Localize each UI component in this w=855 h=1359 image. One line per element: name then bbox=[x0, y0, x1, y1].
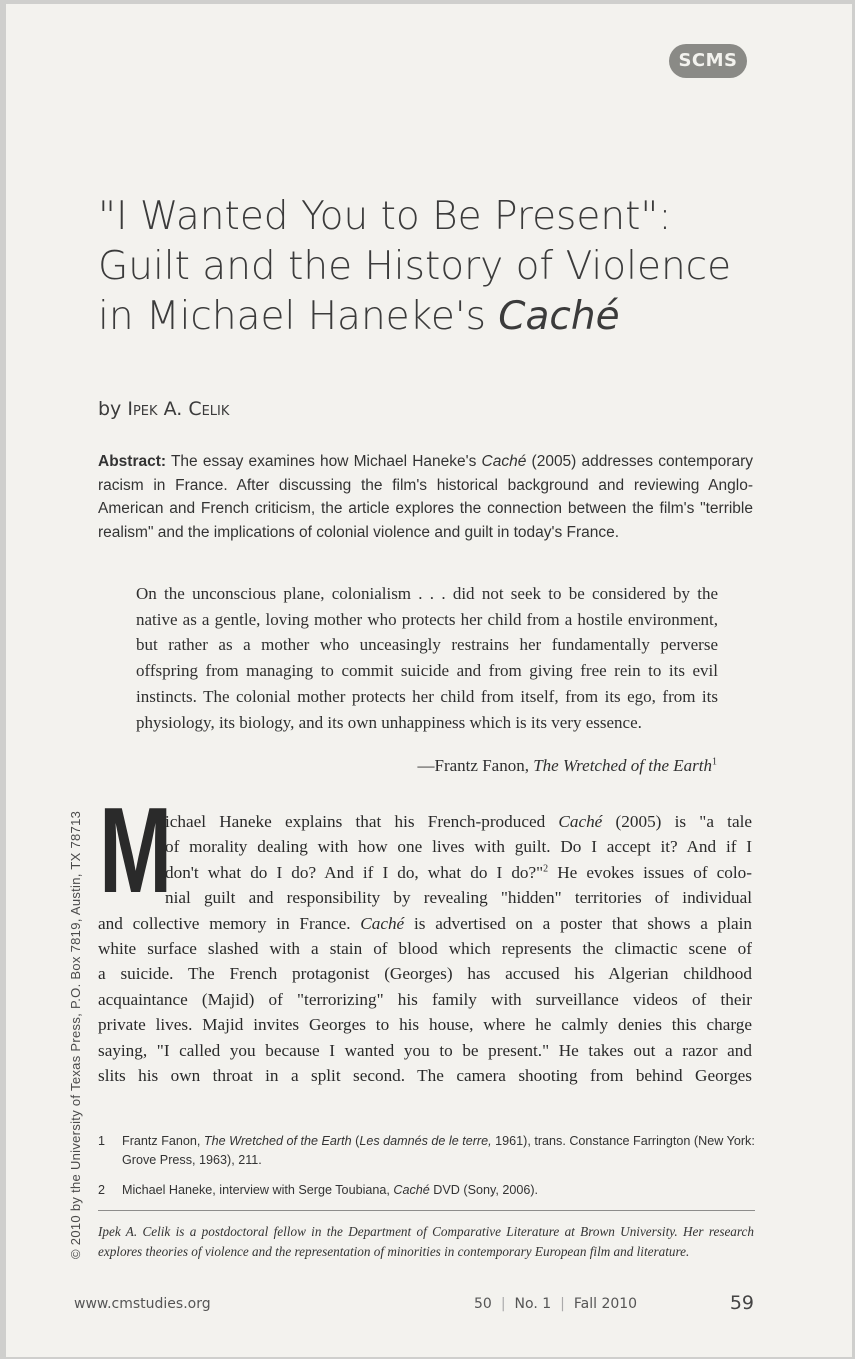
scms-logo: SCMS bbox=[669, 44, 747, 78]
footnote-text: 1961), trans. Constance Farrington (New York: Grove Press, 1963), 211. bbox=[122, 1134, 755, 1167]
bio-divider bbox=[98, 1210, 755, 1211]
attribution-author: —Frantz Fanon, bbox=[417, 756, 534, 775]
separator: | bbox=[560, 1296, 565, 1312]
copyright-notice: © 2010 by the University of Texas Press, P.O. Box 7819, Austin, TX 78713 bbox=[68, 810, 83, 1259]
title-line-1: "I Wanted You to Be Present": bbox=[98, 194, 672, 239]
epigraph-attribution bbox=[306, 756, 717, 776]
title-line-3-text: in Michael Haneke's bbox=[98, 294, 499, 339]
abstract-text-2: (2005) addresses contemporary racism in France. After discussing the film's historical background and reviewing Anglo-American and French criticism, the article explores the connection between the film's "terrible realism" and the implications of colonial violence and guilt in today's France. bbox=[98, 453, 753, 541]
body-line-text: and collective memory in France. bbox=[98, 913, 361, 933]
page-number: 59 bbox=[729, 1292, 754, 1314]
journal-url[interactable]: www.cmstudies.org bbox=[74, 1296, 211, 1312]
body-line: of morality dealing with how one lives with guilt. Do I accept it? And if I bbox=[165, 837, 752, 857]
journal-page bbox=[6, 4, 852, 1357]
body-film: Caché bbox=[360, 913, 405, 933]
footnote-title: Caché bbox=[393, 1183, 430, 1197]
footnote-text: ( bbox=[351, 1134, 360, 1148]
issue-season: Fall 2010 bbox=[573, 1296, 638, 1312]
author-name: Ipek A. Celik bbox=[127, 398, 230, 420]
abstract-label: Abstract: bbox=[98, 453, 167, 470]
body-line bbox=[98, 809, 752, 834]
body-line-text: He evokes issues of colo- bbox=[548, 862, 752, 882]
body-film: Caché bbox=[558, 812, 603, 831]
abstract bbox=[98, 450, 753, 544]
body-line: a suicide. The French protagonist (Georges) has accused his Algerian childhood bbox=[98, 964, 752, 984]
drop-cap: M bbox=[99, 782, 173, 918]
footnote-text: Frantz Fanon, bbox=[122, 1134, 204, 1148]
abstract-film: Caché bbox=[481, 453, 527, 470]
article-title bbox=[98, 192, 798, 342]
body-line: slits his own throat in a split second. The camera shooting from behind Georges bbox=[98, 1065, 752, 1085]
body-line: nial guilt and responsibility by revealing "hidden" territories of individual bbox=[165, 888, 752, 908]
body-line-text: ichael Haneke explains that his French-produced bbox=[165, 812, 559, 831]
body-line: acquaintance (Majid) of "terrorizing" his family with surveillance videos of their bbox=[98, 989, 752, 1009]
footnote-ref-1[interactable]: 1 bbox=[712, 756, 717, 768]
issue-info bbox=[474, 1296, 637, 1312]
title-film-name: Caché bbox=[498, 294, 620, 339]
body-line-text: (2005) is "a tale bbox=[602, 812, 752, 831]
epigraph: On the unconscious plane, colonialism . . . did not seek to be considered by the native as a gentle, loving mother who protects her child from a hostile environment, but rather as a mother who unceasingly restrains her fundamentally perverse offspring from managing to commit suicide and from giving free rein to its evil instincts. The colonial mother protects her child from itself, from its ego, from its physiology, its biology, and its own unhappiness which is its very essence. bbox=[136, 584, 718, 732]
body-line-text: is advertised on a poster that shows a plain bbox=[404, 913, 752, 933]
byline-by: by bbox=[98, 398, 122, 420]
author-bio: Ipek A. Celik is a postdoctoral fellow in the Department of Comparative Literature at Brown University. Her research explores theories of violence and the representation of minorities in contemporary European film and literature. bbox=[98, 1224, 754, 1259]
title-line-2: Guilt and the History of Violence bbox=[98, 244, 732, 289]
body-line bbox=[98, 860, 752, 885]
footnote-text: Michael Haneke, interview with Serge Toubiana, bbox=[122, 1183, 394, 1197]
body-text bbox=[98, 809, 752, 1088]
body-line: white surface slashed with a stain of blood which represents the climactic scene of bbox=[98, 938, 752, 958]
body-line: private lives. Majid invites Georges to his house, where he calmly denies this charge bbox=[98, 1015, 752, 1035]
page-footer bbox=[74, 1294, 754, 1318]
title-line-3 bbox=[98, 292, 798, 342]
body-line: saying, "I called you because I wanted you to be present." He takes out a razor and bbox=[98, 1040, 752, 1060]
issue-number: No. 1 bbox=[514, 1296, 552, 1312]
attribution-work: The Wretched of the Earth bbox=[533, 756, 712, 775]
footnote-number: 1 bbox=[98, 1134, 106, 1148]
footnote-1 bbox=[98, 1132, 758, 1170]
footnote-text: DVD (Sony, 2006). bbox=[429, 1183, 539, 1197]
footnote-ref-2[interactable]: 2 bbox=[543, 863, 549, 875]
footnote-number: 2 bbox=[98, 1183, 106, 1197]
footnote-2 bbox=[98, 1181, 758, 1200]
footnote-title: The Wretched of the Earth bbox=[203, 1134, 352, 1148]
volume-number: 50 bbox=[474, 1296, 492, 1312]
body-line bbox=[98, 911, 752, 936]
separator: | bbox=[500, 1296, 506, 1312]
footnote-title: Les damnés de le terre, bbox=[359, 1134, 492, 1148]
abstract-text-1: The essay examines how Michael Haneke's bbox=[166, 453, 482, 470]
body-line-text: don't what do I do? And if I do, what do I do?" bbox=[165, 862, 544, 882]
footnotes bbox=[98, 1132, 758, 1211]
byline bbox=[98, 398, 229, 420]
